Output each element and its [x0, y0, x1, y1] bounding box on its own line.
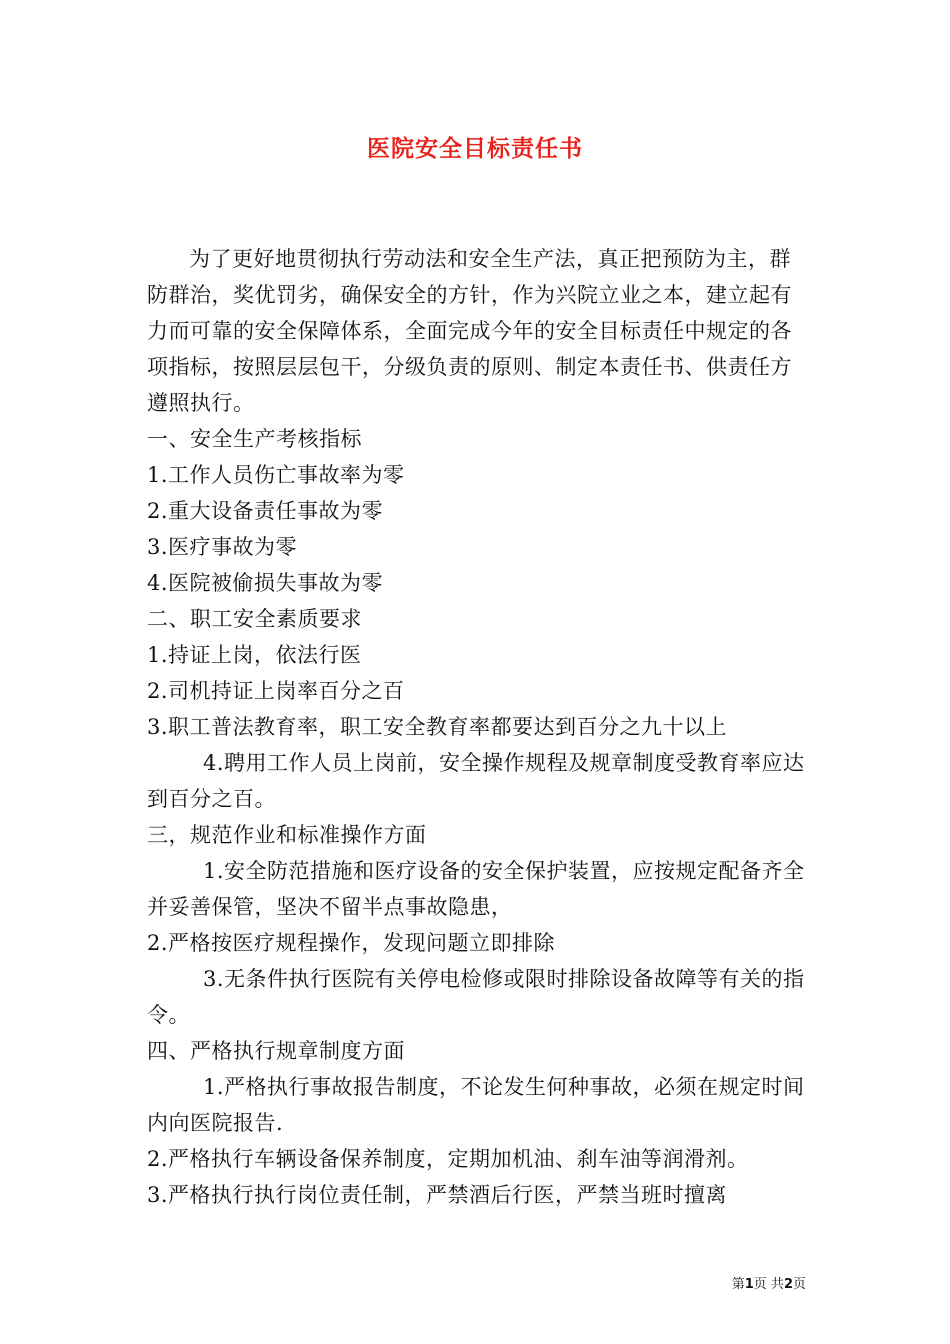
list-item: 2.司机持证上岗率百分之百 — [147, 679, 405, 703]
list-item: 3.严格执行执行岗位责任制，严禁酒后行医，严禁当班时擅离 — [147, 1183, 728, 1207]
page-middle: 页 共 — [753, 1277, 784, 1292]
list-item: 3.医疗事故为零 — [147, 535, 298, 559]
section-heading: 三，规范作业和标准操作方面 — [147, 823, 427, 847]
page-current: 1 — [744, 1277, 754, 1292]
page-suffix: 页 — [792, 1277, 806, 1292]
intro-paragraph: 为了更好地贯彻执行劳动法和安全生产法，真正把预防为主，群防群治，奖优罚劣，确保安全的方针，作为兴院立业之本，建立起有力而可靠的安全保障体系，全面完成今年的安全目标责任中规定的各项指标，按照层层包干，分级负责的原则、制定本责任书、供责任方遵照执行。 — [147, 247, 792, 415]
document-title: 医院安全目标责任书 — [367, 136, 583, 162]
list-item: 2.严格执行车辆设备保养制度，定期加机油、刹车油等润滑剂。 — [147, 1147, 749, 1171]
list-item: 1.安全防范措施和医疗设备的安全保护装置，应按规定配备齐全并妥善保管，坚决不留半点事故隐患， — [147, 859, 805, 919]
section-heading: 一、安全生产考核指标 — [147, 427, 362, 451]
list-item: 1.工作人员伤亡事故率为零 — [147, 463, 405, 487]
list-item: 4.医院被偷损失事故为零 — [147, 571, 384, 595]
list-item: 4.聘用工作人员上岗前，安全操作规程及规章制度受教育率应达到百分之百。 — [147, 751, 805, 811]
list-item: 1.持证上岗，依法行医 — [147, 643, 362, 667]
page-prefix: 第 — [731, 1277, 745, 1292]
document-body — [147, 241, 812, 1213]
list-item: 1.严格执行事故报告制度，不论发生何种事故，必须在规定时间内向医院报告. — [147, 1075, 805, 1135]
list-item: 3.职工普法教育率，职工安全教育率都要达到百分之九十以上 — [147, 715, 728, 739]
list-item: 3.无条件执行医院有关停电检修或限时排除设备故障等有关的指令。 — [147, 967, 805, 1027]
page-number — [0, 1276, 806, 1294]
page-total: 2 — [783, 1277, 793, 1292]
section-heading: 二、职工安全素质要求 — [147, 607, 362, 631]
list-item: 2.重大设备责任事故为零 — [147, 499, 384, 523]
section-heading: 四、严格执行规章制度方面 — [147, 1039, 405, 1063]
list-item: 2.严格按医疗规程操作，发现问题立即排除 — [147, 931, 556, 955]
